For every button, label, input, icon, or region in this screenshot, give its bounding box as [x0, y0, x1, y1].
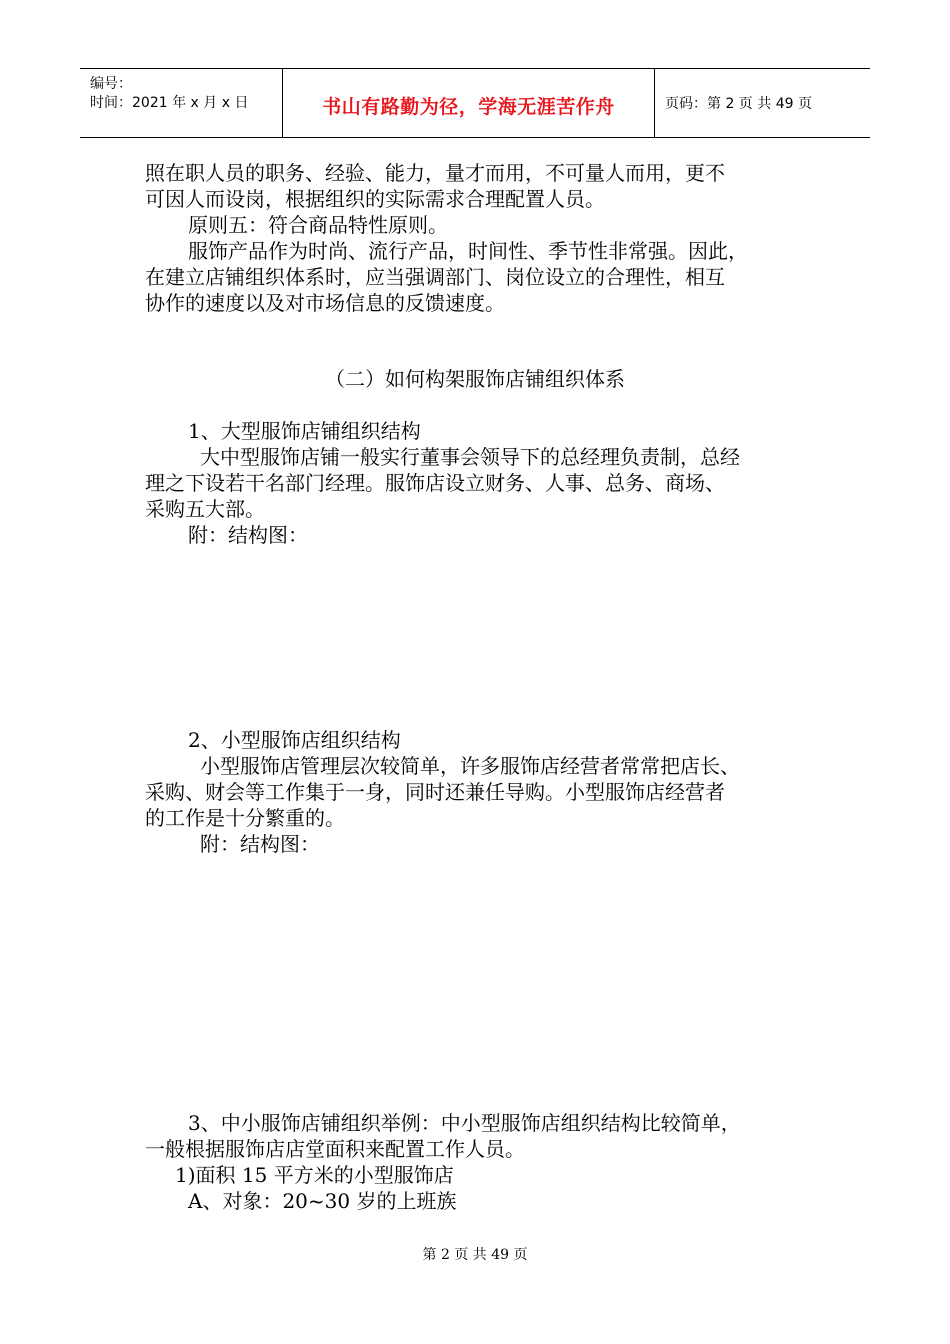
document-date-label: 时间：2021 年 x 月 x 日 [90, 95, 249, 111]
paragraph-line: 采购五大部。 [145, 497, 265, 521]
attachment-note: 附：结构图： [188, 523, 308, 547]
principle-five-line [188, 212, 448, 238]
paragraph-line: 的工作是十分繁重的。 [145, 806, 345, 830]
header-page-number: 页码：第 2 页 共 49 页 [665, 96, 812, 112]
document-number-label: 编号： [90, 76, 132, 92]
paragraph-line: 一般根据服饰店店堂面积来配置工作人员。 [145, 1137, 525, 1161]
paragraph-line: 理之下设若干名部门经理。服饰店设立财务、人事、总务、商场、 [145, 471, 725, 495]
section-heading: （二）如何构架服饰店铺组织体系 [325, 367, 625, 391]
subsection-title: 2、小型服饰店组织结构 [188, 728, 401, 752]
page-footer: 第 2 页 共 49 页 [422, 1247, 528, 1263]
principle-five-text: 符合商品特性原则。 [268, 213, 448, 237]
principle-five-title: 原则五： [188, 213, 268, 237]
page-header [80, 68, 870, 138]
header-meta-cell [80, 69, 283, 137]
paragraph-line: 大中型服饰店铺一般实行董事会领导下的总经理负责制，总经 [200, 445, 740, 469]
paragraph-line: 协作的速度以及对市场信息的反馈速度。 [145, 291, 505, 315]
paragraph-line: 在建立店铺组织体系时，应当强调部门、岗位设立的合理性，相互 [145, 265, 725, 289]
subsection-title: 1、大型服饰店铺组织结构 [188, 419, 421, 443]
header-page-cell [655, 69, 870, 137]
paragraph-line: 小型服饰店管理层次较简单，许多服饰店经营者常常把店长、 [200, 754, 740, 778]
paragraph-line: 可因人而设岗，根据组织的实际需求合理配置人员。 [145, 187, 605, 211]
header-motto-cell [283, 69, 655, 137]
list-item: A、对象：20~30 岁的上班族 [188, 1189, 457, 1213]
paragraph-line: 采购、财会等工作集于一身，同时还兼任导购。小型服饰店经营者 [145, 780, 725, 804]
paragraph-line: 照在职人员的职务、经验、能力，量才而用，不可量人而用，更不 [145, 161, 725, 185]
list-item: 1)面积 15 平方米的小型服饰店 [175, 1163, 454, 1187]
paragraph-line: 3、中小服饰店铺组织举例：中小型服饰店组织结构比较简单， [188, 1111, 741, 1135]
header-motto: 书山有路勤为径，学海无涯苦作舟 [322, 96, 615, 118]
paragraph-line: 服饰产品作为时尚、流行产品，时间性、季节性非常强。因此， [188, 239, 748, 263]
attachment-note: 附：结构图： [200, 832, 320, 856]
